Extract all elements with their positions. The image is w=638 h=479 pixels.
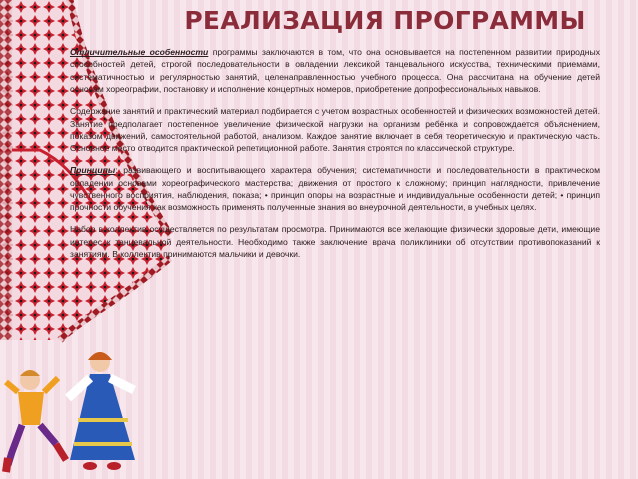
folk-dancers-illustration	[0, 340, 160, 479]
principles-text: : развивающего и воспитывающего характера обучения; систематичности и последовательности в практическом овладении основами хореографического мастерства; движения от простого к сложному; принцип наглядности, привлечение чувственного восприятия, наблюдения, показа; • принцип опоры на возрастные и индивидуальные особенности детей; • принцип прочности обучения как возможность применять полученные знания во внеурочной деятельности, в учебных целях.	[70, 165, 600, 213]
principles-lead: Принципы	[70, 165, 116, 176]
girl-dancer	[68, 352, 135, 470]
features-text: программы заключаются в том, что она основывается на постепенном развитии природных способностей детей, строгой последовательности в овладении лексикой танцевального искусства, техническими приемами, систематичностью и регулярностью занятий, целенаправленностью учебного процесса. Она рассчитана на обучение детей основам хореографии, постановку и исполнение концертных номеров, приобретение допрофессиональных навыков.	[70, 47, 600, 95]
paragraph-features	[70, 46, 600, 96]
paragraph-enrollment: Набор в коллектив осуществляется по результатам просмотра. Принимаются все желающие физически здоровые дети, имеющие интерес к танцевальной деятельности. Необходимо также заключение врача поликлиники об отсутствии противопоказаний к занятиям. В коллектив принимаются мальчики и девочки.	[70, 224, 600, 260]
slide-title: РЕАЛИЗАЦИЯ ПРОГРАММЫ	[184, 6, 586, 35]
paragraph-content: Содержание занятий и практический материал подбирается с учетом возрастных особенностей и физических возможностей детей. Занятие предполагает постепенное увеличение физической нагрузки на организм ребёнка и сопровождается объяснением, показом движений, самостоятельной работой, анализом. Каждое занятие включает в себя теоретическую и практическую часть. Основное место отводится практической репетиционной работе. Занятия строятся по классической структуре.	[70, 106, 600, 154]
paragraph-principles	[70, 164, 600, 214]
boy-dancer	[6, 370, 66, 472]
slide-body	[70, 46, 600, 270]
features-lead: Отличительные особенности	[70, 47, 209, 57]
